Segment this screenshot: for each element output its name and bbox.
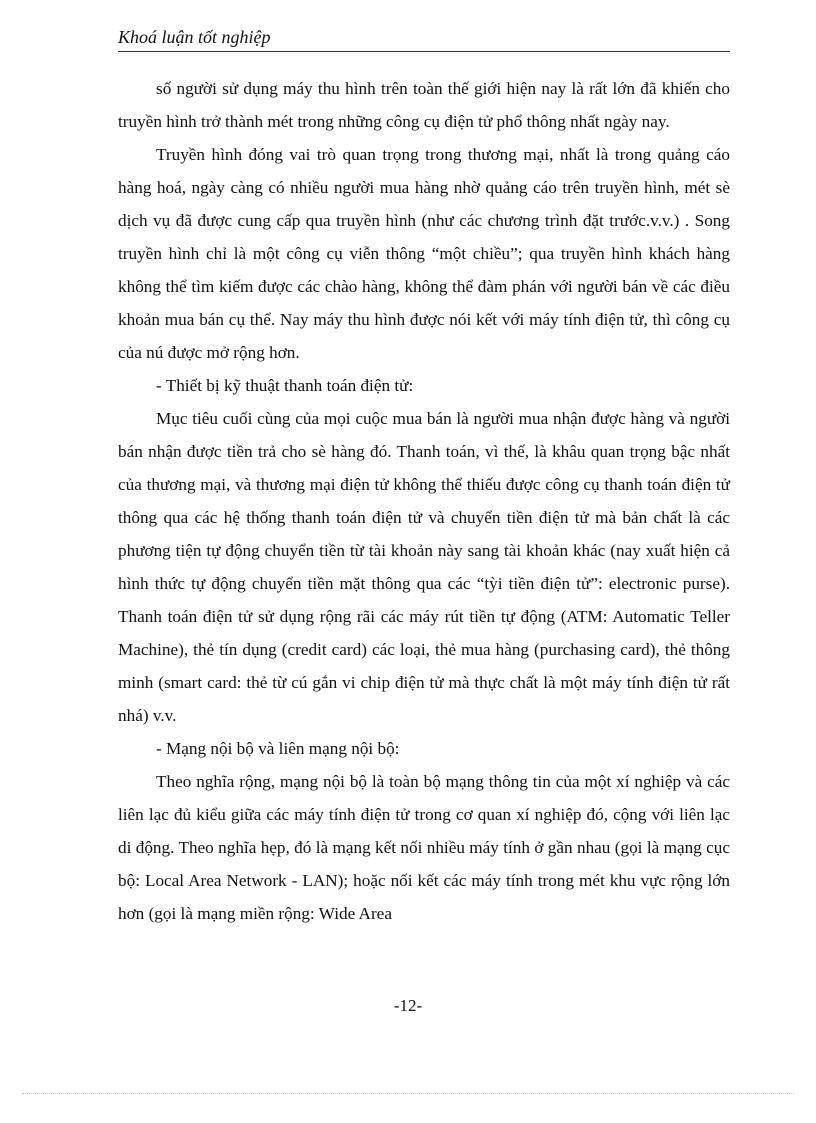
heading-intranet: - Mạng nội bộ và liên mạng nội bộ:: [156, 739, 400, 758]
bottom-divider: [22, 1093, 794, 1094]
document-body: [118, 72, 730, 930]
running-header: Khoá luận tốt nghiệp: [118, 26, 730, 52]
paragraph-electronic-payment: Mục tiêu cuối cùng của mọi cuộc mua bán là người mua nhận được hàng và người bán nhận được tiền trả cho sè hàng đó. Thanh toán, vì thế, là khâu quan trọng bậc nhất của thương mại, và thương mại điện tử không thể thiếu được công cụ thanh toán điện tử thông qua các hệ thống thanh toán điện tử và chuyển tiền điện tử mà bản chất là các phương tiện tự động chuyển tiền từ tài khoản này sang tài khoản khác (nay xuất hiện cả hình thức tự động chuyển tiền mặt thông qua các “tỳi tiền điện tử”: electronic purse). Thanh toán điện tử sử dụng rộng rãi các máy rút tiền tự động (ATM: Automatic Teller Machine), thẻ tín dụng (credit card) các loại, thẻ mua hàng (purchasing card), thẻ thông minh (smart card: thẻ từ cú gắn vi chip điện tử mà thực chất là một máy tính điện tử rất nhá) v.v.: [118, 409, 730, 725]
paragraph-intranet: Theo nghĩa rộng, mạng nội bộ là toàn bộ mạng thông tin của một xí nghiệp và các liên lạc đủ kiểu giữa các máy tính điện tử trong cơ quan xí nghiệp đó, cộng với liên lạc di động. Theo nghĩa hẹp, đó là mạng kết nối nhiều máy tính ở gần nhau (gọi là mạng cục bộ: Local Area Network - LAN); hoặc nối kết các máy tính trong mét khu vực rộng lớn hơn (gọi là mạng miền rộng: Wide Area: [118, 772, 730, 923]
heading-electronic-payment: - Thiết bị kỹ thuật thanh toán điện tử:: [156, 376, 414, 395]
page-number: -12-: [393, 996, 423, 1015]
paragraph-continuation: số người sử dụng máy thu hình trên toàn thế giới hiện nay là rất lớn đã khiến cho truyền hình trở thành mét trong những công cụ điện tử phổ thông nhất ngày nay.: [118, 79, 730, 131]
paragraph-television: Truyền hình đóng vai trò quan trọng trong thương mại, nhất là trong quảng cáo hàng hoá, ngày càng có nhiều người mua hàng nhờ quảng cáo trên truyền hình, mét sè dịch vụ đã được cung cấp qua truyền hình (như các chương trình đặt trước.v.v.) . Song truyền hình chỉ là một công cụ viễn thông “một chiều”; qua truyền hình khách hàng không thể tìm kiếm được các chào hàng, không thể đàm phán với người bán về các điều khoản mua bán cụ thể. Nay máy thu hình được nói kết với máy tính điện tử, thì công cụ của nú được mở rộng hơn.: [118, 145, 730, 362]
